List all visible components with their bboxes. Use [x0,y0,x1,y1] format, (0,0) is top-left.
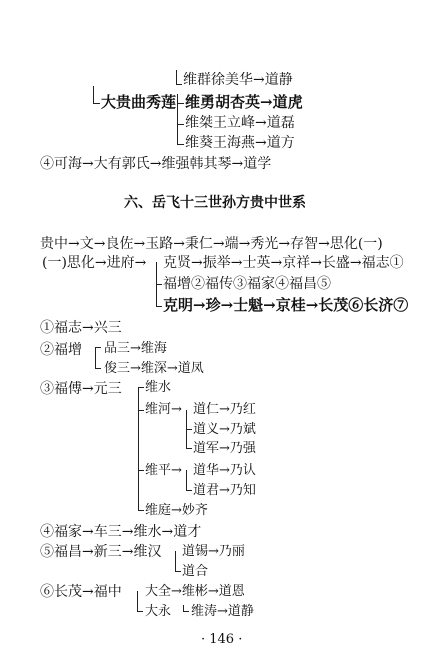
entry-branch: 维河→ [145,402,182,417]
entry-branch: 道华→乃认 [193,463,256,478]
tree-node: ④可海→大有郭氏→维强韩其琴→道学 [40,156,272,172]
entry-branch: 俊三→维深→道凤 [104,361,204,376]
lineage-branch: 克贤→振举→士英→京祥→长盛→福志① [163,255,404,271]
connector-line [95,368,101,369]
entry-branch: 道锡→乃丽 [182,544,245,559]
connector-line [138,410,144,411]
connector-line [95,347,96,368]
connector-line [138,510,144,511]
lineage-branch: 克明→珍→士魁→京桂→长茂⑥长济⑦ [163,296,409,314]
entry-branch: 维庭→妙齐 [145,503,208,518]
lineage-line: 贵中→文→良佐→玉路→秉仁→端→秀光→存智→思化(一) [40,236,383,252]
entry-line: ⑥长茂→福中 [40,584,122,600]
connector-line [175,571,181,572]
connector-line [156,306,162,307]
entry-line: ③福傅→元三 [40,381,122,397]
page-number: · 146 · [201,632,243,647]
entry-branch: 维水 [145,380,172,395]
connector-line [186,448,192,449]
entry-branch: 道君→乃知 [193,483,256,498]
connector-line [186,490,192,491]
connector-line [186,470,187,490]
tree-node: 维群徐美华→道静 [183,72,293,88]
tree-node: 大贵曲秀莲 [101,93,177,111]
entry-branch: 大永 [145,604,172,619]
connector-line [177,103,184,104]
entry-branch: 维平→ [145,463,182,478]
tree-node: 维桀王立峰→道磊 [185,115,295,131]
tree-node: 维葵王海燕→道方 [185,135,295,151]
lineage-branch: 福增②福传③福家④福昌⑤ [163,276,331,292]
connector-line [138,387,144,388]
entry-branch: 道合 [182,564,209,579]
connector-line [137,611,143,612]
connector-line [93,103,100,104]
connector-line [177,94,178,144]
connector-line [183,611,189,612]
connector-line [95,347,101,348]
entry-line: ②福增 [40,342,82,358]
entry-branch: 品三→维海 [104,341,167,356]
connector-line [177,144,184,145]
connector-line [176,70,177,84]
connector-line [156,284,162,285]
lineage-line: (一)思化→进府→ [42,255,147,271]
entry-line: ④福家→车三→维水→道才 [40,524,202,540]
connector-line [186,429,192,430]
connector-line [175,551,176,571]
entry-branch: 道军→乃强 [193,441,256,456]
connector-line [138,387,139,510]
entry-branch: 道义→乃斌 [193,422,256,437]
connector-line [93,86,94,103]
entry-line: ①福志→兴三 [40,320,122,336]
connector-line [137,591,138,611]
entry-line: ⑤福昌→新三→维汉 [40,544,162,560]
connector-line [176,84,182,85]
entry-branch: 道仁→乃红 [193,402,256,417]
section-title: 六、岳飞十三世孙方贵中世系 [124,195,306,211]
connector-line [177,124,184,125]
entry-branch: 维涛→道静 [191,604,254,619]
tree-node: 维勇胡杏英→道虎 [185,93,303,111]
entry-branch: 大全→维彬→道恩 [145,584,245,599]
connector-line [138,470,144,471]
